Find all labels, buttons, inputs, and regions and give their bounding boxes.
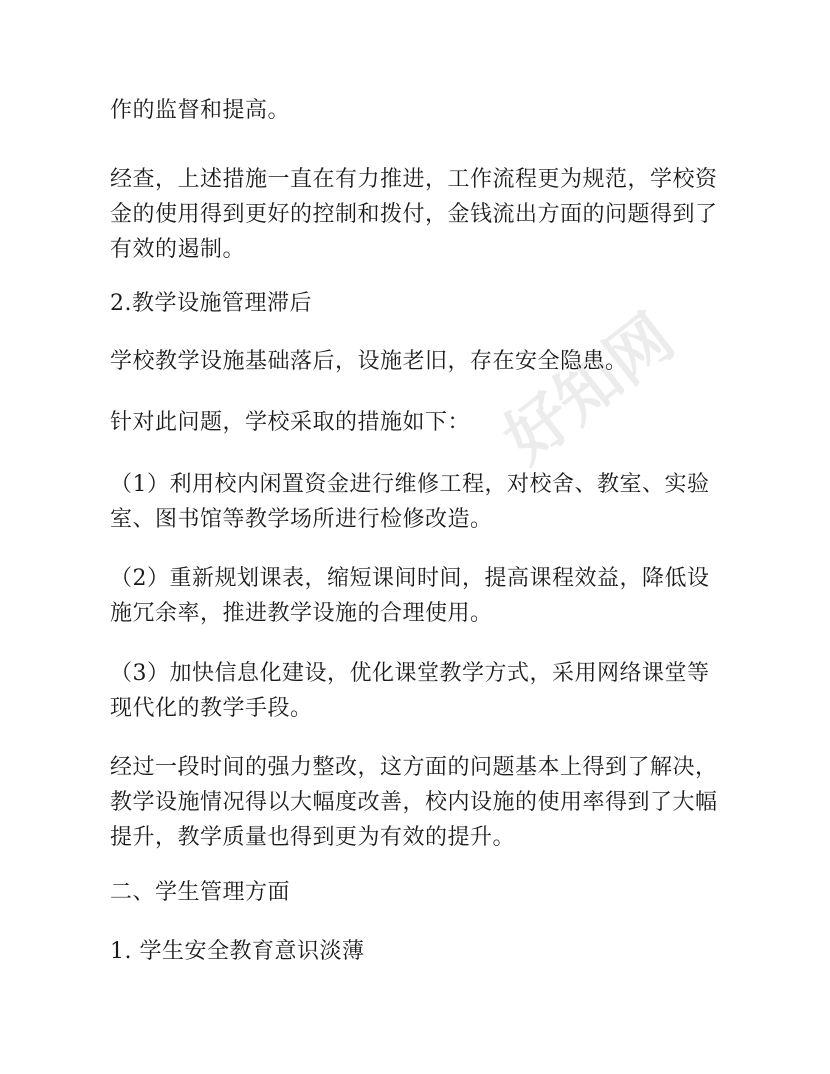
text-line: 施冗余率，推进教学设施的合理使用。 <box>110 601 493 626</box>
text-line: 提升，教学质量也得到更为有效的提升。 <box>110 825 516 850</box>
text-line: 2.教学设施管理滞后 <box>110 291 312 316</box>
text-line: 经查，上述措施一直在有力推进，工作流程更为规范，学校资 <box>110 167 718 192</box>
watermark-logo <box>440 300 740 480</box>
text-line: 教学设施情况得以大幅度改善，校内设施的使用率得到了大幅 <box>110 790 718 815</box>
paragraph-2 <box>110 162 730 267</box>
text-line: 学校教学设施基础落后，设施老旧，存在安全隐患。 <box>110 349 628 374</box>
paragraph-4 <box>110 405 730 440</box>
measure-2 <box>110 561 730 631</box>
text-line: 二、学生管理方面 <box>110 880 291 905</box>
measure-1 <box>110 467 730 537</box>
paragraph-3 <box>110 344 730 379</box>
text-line: 1. 学生安全教育意识淡薄 <box>110 939 365 964</box>
text-line: （2）重新规划课表，缩短课间时间，提高课程效益，降低设 <box>110 566 710 591</box>
measure-3 <box>110 656 730 726</box>
text-line: 现代化的教学手段。 <box>110 696 313 721</box>
text-line: 室、图书馆等教学场所进行检修改造。 <box>110 507 493 532</box>
paragraph-1 <box>110 93 730 128</box>
section-heading-2 <box>110 286 730 321</box>
text-line: 有效的遏制。 <box>110 237 246 262</box>
text-line: （1）利用校内闲置资金进行维修工程，对校舍、教室、实验 <box>110 472 710 497</box>
text-line: （3）加快信息化建设，优化课堂教学方式，采用网络课堂等 <box>110 661 710 686</box>
text-line: 金的使用得到更好的控制和拨付，金钱流出方面的问题得到了 <box>110 202 718 227</box>
watermark-text: 好知网 <box>490 300 688 478</box>
text-line: 针对此问题，学校采取的措施如下： <box>110 410 471 435</box>
text-line: 作的监督和提高。 <box>110 98 291 123</box>
text-line: 经过一段时间的强力整改，这方面的问题基本上得到了解决， <box>110 755 718 780</box>
section-heading-major <box>110 875 730 910</box>
section-heading-1 <box>110 934 730 969</box>
paragraph-5 <box>110 750 730 855</box>
